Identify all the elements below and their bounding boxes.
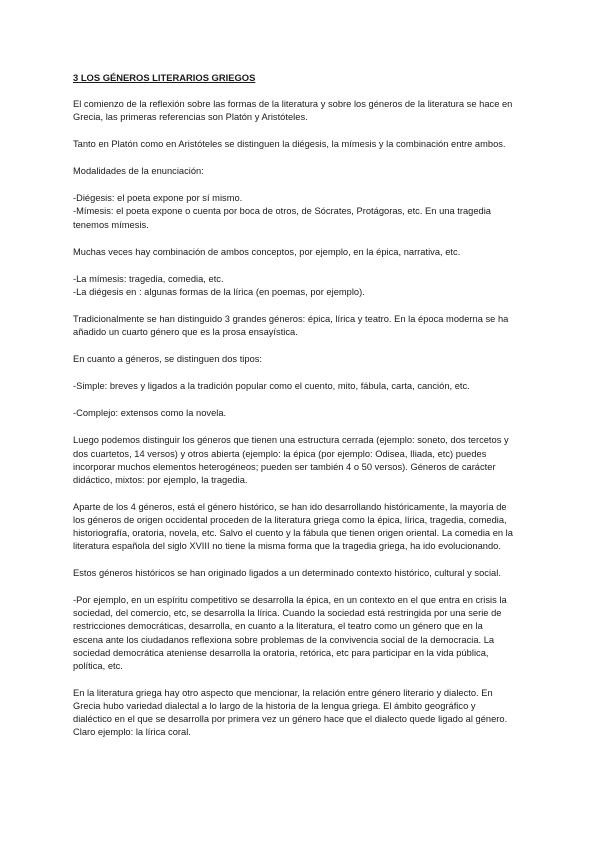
text-line: Grecia hubo variedad dialectal a lo largo de la historia de la lengua griega. El ámbito geográfico y: [73, 700, 476, 711]
text-line: -La mímesis: tragedia, comedia, etc.: [73, 273, 224, 284]
text-line: añadido un cuarto género que es la prosa ensayística.: [73, 327, 298, 338]
text-line: escena ante los ciudadanos reflexiona sobre problemas de la convivencia social de la democracia. La: [73, 634, 495, 645]
paragraph: [73, 192, 540, 231]
text-line: restricciones democráticas, desarrolla, en cuanto a la literatura, el teatro como un género que en la: [73, 621, 483, 632]
text-line: Claro ejemplo: la lírica coral.: [73, 727, 191, 738]
text-line: didáctico, mixtos: por ejemplo, la tragedia.: [73, 474, 248, 485]
paragraph: [73, 434, 540, 486]
text-line: -Complejo: extensos como la novela.: [73, 408, 227, 419]
paragraph: [73, 138, 540, 151]
text-line: Muchas veces hay combinación de ambos conceptos, por ejemplo, en la épica, narrativa, etc.: [73, 246, 461, 257]
text-line: incorporar muchos elementos heterogéneos; pueden ser también 4 o 50 versos). Géneros de carácter: [73, 461, 496, 472]
text-line: Aparte de los 4 géneros, está el género histórico, se han ido desarrollando históricamente, la mayoría de: [73, 501, 507, 512]
text-line: Luego podemos distinguir los géneros que tienen una estructura cerrada (ejemplo: soneto, dos tercetos y: [73, 435, 509, 446]
text-line: -Simple: breves y ligados a la tradición popular como el cuento, mito, fábula, carta, canción, etc.: [73, 381, 470, 392]
paragraph: [73, 687, 540, 739]
paragraph: [73, 594, 540, 673]
paragraph: [73, 165, 540, 178]
text-line: Tradicionalmente se han distinguido 3 grandes géneros: épica, lírica y teatro. En la época moderna se ha: [73, 313, 509, 324]
text-line: El comienzo de la reflexión sobre las formas de la literatura y sobre los géneros de la literatura se hace en: [73, 99, 513, 109]
text-line: tenemos mímesis.: [73, 219, 149, 230]
text-line: dialéctico en el que se desarrolla por primera vez un género hace que el dialecto quede ligado al género.: [73, 714, 508, 724]
paragraph: [73, 567, 540, 580]
text-line: Grecia, las primeras referencias son Platón y Aristóteles.: [73, 112, 308, 123]
page-title: 3 LOS GÉNEROS LITERARIOS GRIEGOS: [73, 72, 256, 83]
text-line: política, etc.: [73, 660, 123, 671]
text-line: Estos géneros históricos se han originado ligados a un determinado contexto histórico, cultural y social.: [73, 568, 501, 579]
paragraph: [73, 98, 540, 124]
paragraph: [73, 273, 540, 299]
paragraph: [73, 501, 540, 553]
paragraph: [73, 380, 540, 393]
paragraph: [73, 246, 540, 259]
text-line: -Por ejemplo, en un espíritu competitivo se desarrolla la épica, en un contexto en el que entra en crisis la: [73, 595, 507, 606]
text-line: historiografía, oratoria, novela, etc. Salvo el cuento y la fábula que tienen origen oriental. La comedia en la: [73, 527, 513, 538]
text-line: -Diégesis: el poeta expone por sí mismo.: [73, 193, 243, 204]
text-line: En cuanto a géneros, se distinguen dos tipos:: [73, 354, 263, 365]
paragraph: [73, 407, 540, 420]
text-line: sociedad, del comercio, etc, se desarrolla la lírica. Cuando la sociedad está restringida por una serie de: [73, 608, 502, 619]
document-body: [73, 98, 540, 739]
text-line: Tanto en Platón como en Aristóteles se distinguen la diégesis, la mímesis y la combinación entre ambos.: [73, 139, 506, 150]
text-line: -Mímesis: el poeta expone o cuenta por boca de otros, de Sócrates, Protágoras, etc. En una tragedia: [73, 206, 492, 217]
text-line: -La diégesis en : algunas formas de la lírica (en poemas, por ejemplo).: [73, 286, 365, 297]
text-line: los géneros de origen occidental proceden de la literatura griega como la épica, lírica, tragedia, comedia,: [73, 514, 507, 525]
paragraph: [73, 353, 540, 366]
text-line: sociedad democrática ateniense desarrolla la oratoria, retórica, etc para participar en la vida pública,: [73, 647, 489, 658]
text-line: Modalidades de la enunciación:: [73, 166, 204, 177]
text-line: En la literatura griega hay otro aspecto que mencionar, la relación entre género literario y dialecto. En: [73, 687, 493, 698]
paragraph: [73, 313, 540, 339]
text-line: literatura española del siglo XVIII no tiene la misma forma que la tragedia griega, ha ido evolucionando.: [73, 541, 501, 552]
text-line: dos cuartetos, 14 versos) y otros abierta (ejemplo: la épica (por ejemplo: Odisea, Iliada, etc) puedes: [73, 448, 487, 459]
